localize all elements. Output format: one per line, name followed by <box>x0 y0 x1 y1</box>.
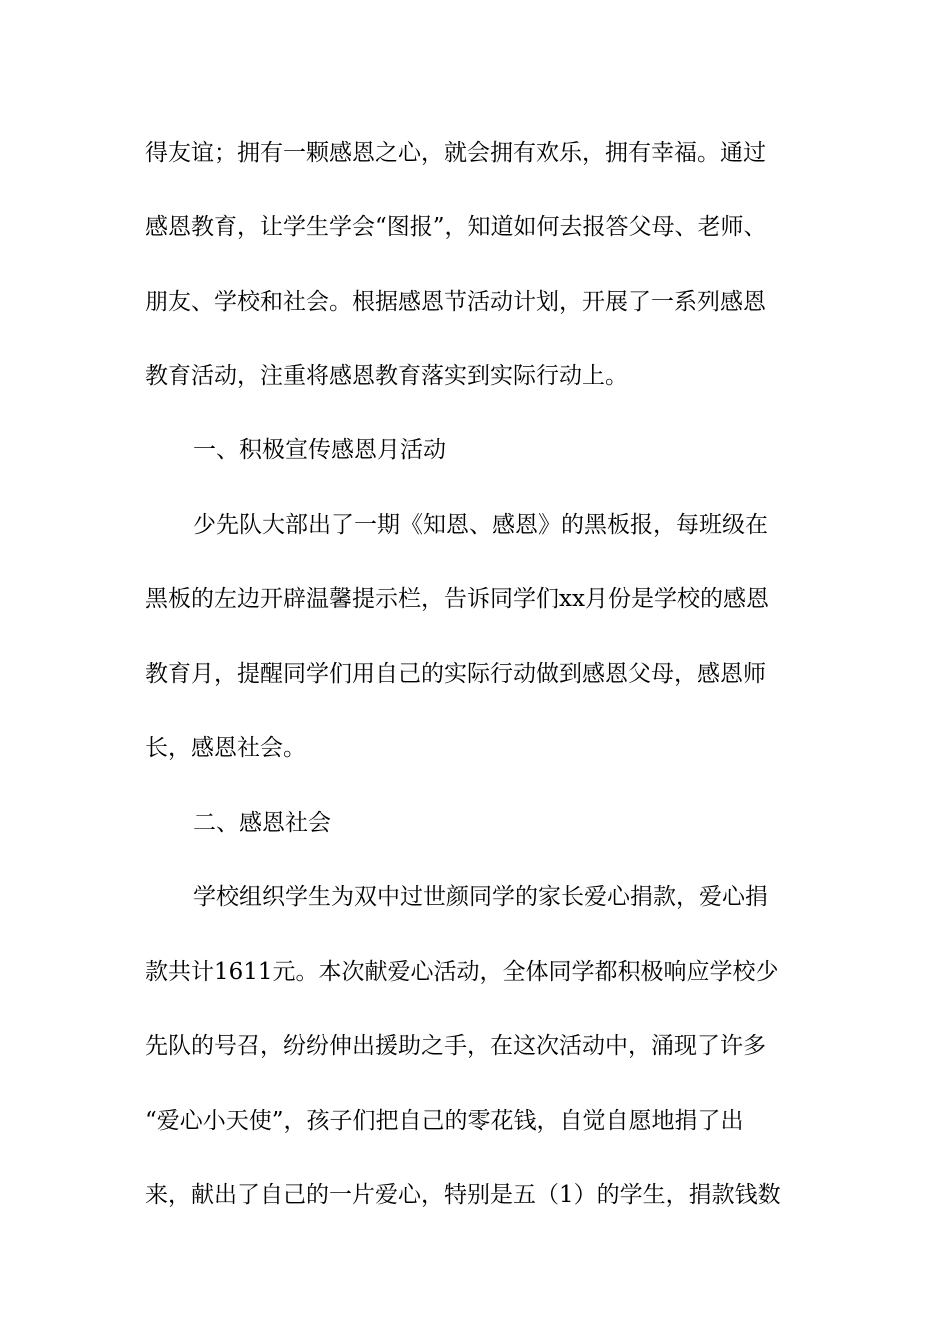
paragraph-line: 得友谊；拥有一颗感恩之心，就会拥有欢乐，拥有幸福。通过 <box>145 140 766 166</box>
paragraph-line: 来，献出了自己的一片爱心，特别是五（1）的学生，捐款钱数 <box>145 1182 781 1208</box>
section-heading-1: 一、积极宣传感恩月活动 <box>193 437 446 463</box>
paragraph-line: “爱心小天使”，孩子们把自己的零花钱，自觉自愿地捐了出 <box>145 1108 744 1134</box>
paragraph-line: 教育活动，注重将感恩教育落实到实际行动上。 <box>145 363 628 389</box>
paragraph-line: 学校组织学生为双中过世颜同学的家长爱心捐款，爱心捐 <box>193 884 768 910</box>
paragraph-line: 款共计1611元。本次献爱心活动，全体同学都积极响应学校少 <box>145 959 779 985</box>
section-heading-2: 二、感恩社会 <box>193 810 331 836</box>
paragraph-line: 黑板的左边开辟温馨提示栏，告诉同学们xx月份是学校的感恩 <box>145 586 769 612</box>
paragraph-line: 教育月，提醒同学们用自己的实际行动做到感恩父母，感恩师 <box>145 661 766 687</box>
paragraph-line: 少先队大部出了一期《知恩、感恩》的黑板报，每班级在 <box>193 512 768 538</box>
paragraph-line: 感恩教育，让学生学会“图报”，知道如何去报答父母、老师、 <box>145 214 767 240</box>
paragraph-line: 长，感恩社会。 <box>145 735 306 761</box>
paragraph-line: 朋友、学校和社会。根据感恩节活动计划，开展了一系列感恩 <box>145 289 766 315</box>
paragraph-line: 先队的号召，纷纷伸出援助之手，在这次活动中，涌现了许多 <box>145 1033 766 1059</box>
